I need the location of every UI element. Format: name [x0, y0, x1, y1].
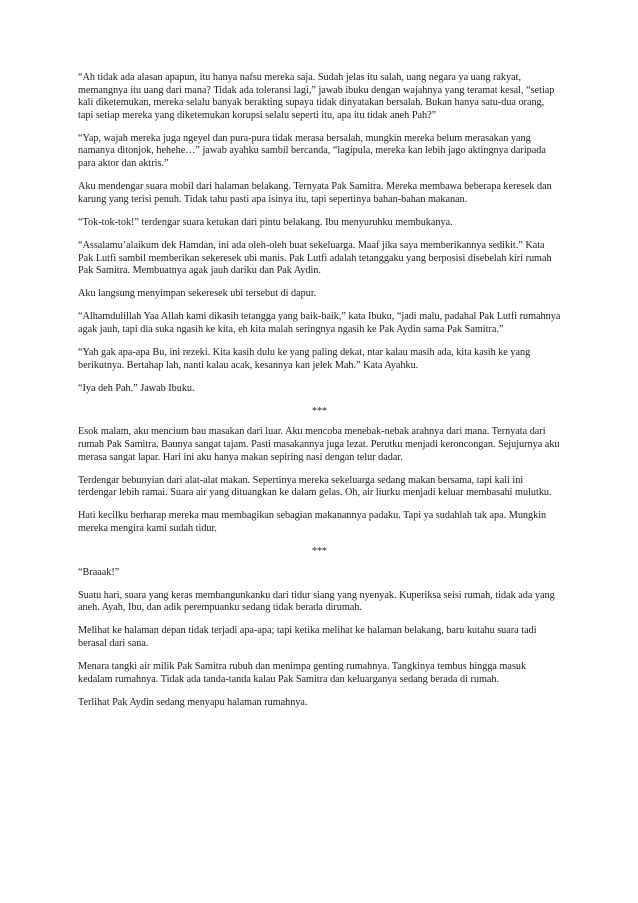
paragraph: “Alhamdulillah Yaa Allah kami dikasih tetangga yang baik-baik,” kata Ibuku, “jadi malu, padahal Pak Lutfi rumahnya agak jauh, tapi dia suka ngasih ke kita, eh kita malah seringnya ngasih ke Pak Aydin sama Pak Samitra.” — [78, 311, 561, 335]
paragraph: “Iya deh Pah.” Jawab Ibuku. — [78, 382, 195, 394]
paragraph: Menara tangki air milik Pak Samitra rubuh dan menimpa genting rumahnya. Tangkinya tembus hingga masuk kedalam rumahnya. Tidak ada tanda-tanda kalau Pak Samitra dan keluarganya sedang berada di rumah. — [78, 661, 527, 685]
paragraph: “Braaak!” — [78, 566, 120, 578]
paragraph: “Yah gak apa-apa Bu, ini rezeki. Kita kasih dulu ke yang paling dekat, ntar kalau masih ada, kita kasih ke yang berikutnya. Bertahap lah, nanti kalau acak, kesannya kan jelek Mah.” Kata Ayahku. — [78, 347, 531, 371]
paragraph: “Yap, wajah mereka juga ngeyel dan pura-pura tidak merasa bersalah, mungkin mereka belum merasakan yang namanya ditonjok, hehehe…” jawab ayahku sambil bercanda, “lagipula, mereka kan lebih jago aktingnya daripada para aktor dan aktris.” — [78, 132, 546, 170]
paragraph: “Ah tidak ada alasan apapun, itu hanya nafsu mereka saja. Sudah jelas itu salah, uang negara ya uang rakyat, memangnya itu uang dari mana? Tidak ada toleransi lagi,” jawab ibuku dengan wajahnya yang teramat kesal, “setiap kali diketemukan, mereka selalu banyak berakting supaya tidak dinyatakan bersalah. Bukan hanya satu-dua orang, tapi setiap mereka yang diketemukan korupsi selalu seperti itu, apa itu tidak aneh Pah?” — [78, 72, 555, 121]
paragraph: Esok malam, aku mencium bau masakan dari luar. Aku mencoba menebak-nebak arahnya dari mana. Ternyata dari rumah Pak Samitra. Baunya sangat tajam. Pasti masakannya juga lezat. Perutku menjadi keroncongan. Sejujurnya aku merasa sangat lapar. Hari ini aku hanya makan sepiring nasi dengan telur dadar. — [78, 426, 560, 463]
section-separator: *** — [311, 546, 328, 558]
paragraph: Suatu hari, suara yang keras membangunkanku dari tidur siang yang nyenyak. Kuperiksa seisi rumah, tidak ada yang aneh. Ayah, Ibu, dan adik perempuanku sedang tidak berada dirumah. — [78, 589, 555, 614]
paragraph: Terdengar bebunyian dari alat-alat makan. Sepertinya mereka sekeluarga sedang makan bersama, tapi kali ini terdengar lebih ramai. Suara air yang dituangkan ke dalam gelas. Oh, air liurku menjadi keluar membasahi mulutku. — [78, 474, 552, 499]
paragraph: Melihat ke halaman depan tidak terjadi apa-apa; tapi ketika melihat ke halaman belakang, baru kutahu suara tadi berasal dari sana. — [78, 625, 537, 649]
document-page — [78, 72, 561, 720]
paragraph: Hati kecilku berharap mereka mau membagikan sebagian makanannya padaku. Tapi ya sudahlah tak apa. Mungkin mereka mengira kami sudah tidur. — [78, 510, 547, 534]
section-separator: *** — [311, 405, 328, 417]
paragraph: Terlihat Pak Aydin sedang menyapu halaman rumahnya. — [78, 696, 308, 708]
paragraph: “Tok-tok-tok!” terdengar suara ketukan dari pintu belakang. Ibu menyuruhku membukanya. — [78, 216, 453, 228]
paragraph: Aku langsung menyimpan sekeresek ubi tersebut di dapur. — [78, 288, 317, 300]
paragraph: Aku mendengar suara mobil dari halaman belakang. Ternyata Pak Samitra. Mereka membawa beberapa keresek dan karung yang terisi penuh. Tidak tahu pasti apa isinya itu, tapi sepertinya bahan-bahan makanan. — [78, 181, 552, 205]
paragraph: “Assalamu’alaikum dek Hamdan, ini ada oleh-oleh buat sekeluarga. Maaf jika saya memberikannya sedikit.” Kata Pak Lutfi sambil memberikan sekeresek ubi manis. Pak Lutfi adalah tetanggaku yang berposisi disebelah kiri rumah Pak Samitra. Membuatnya agak jauh dariku dan Pak Aydin. — [78, 239, 552, 277]
